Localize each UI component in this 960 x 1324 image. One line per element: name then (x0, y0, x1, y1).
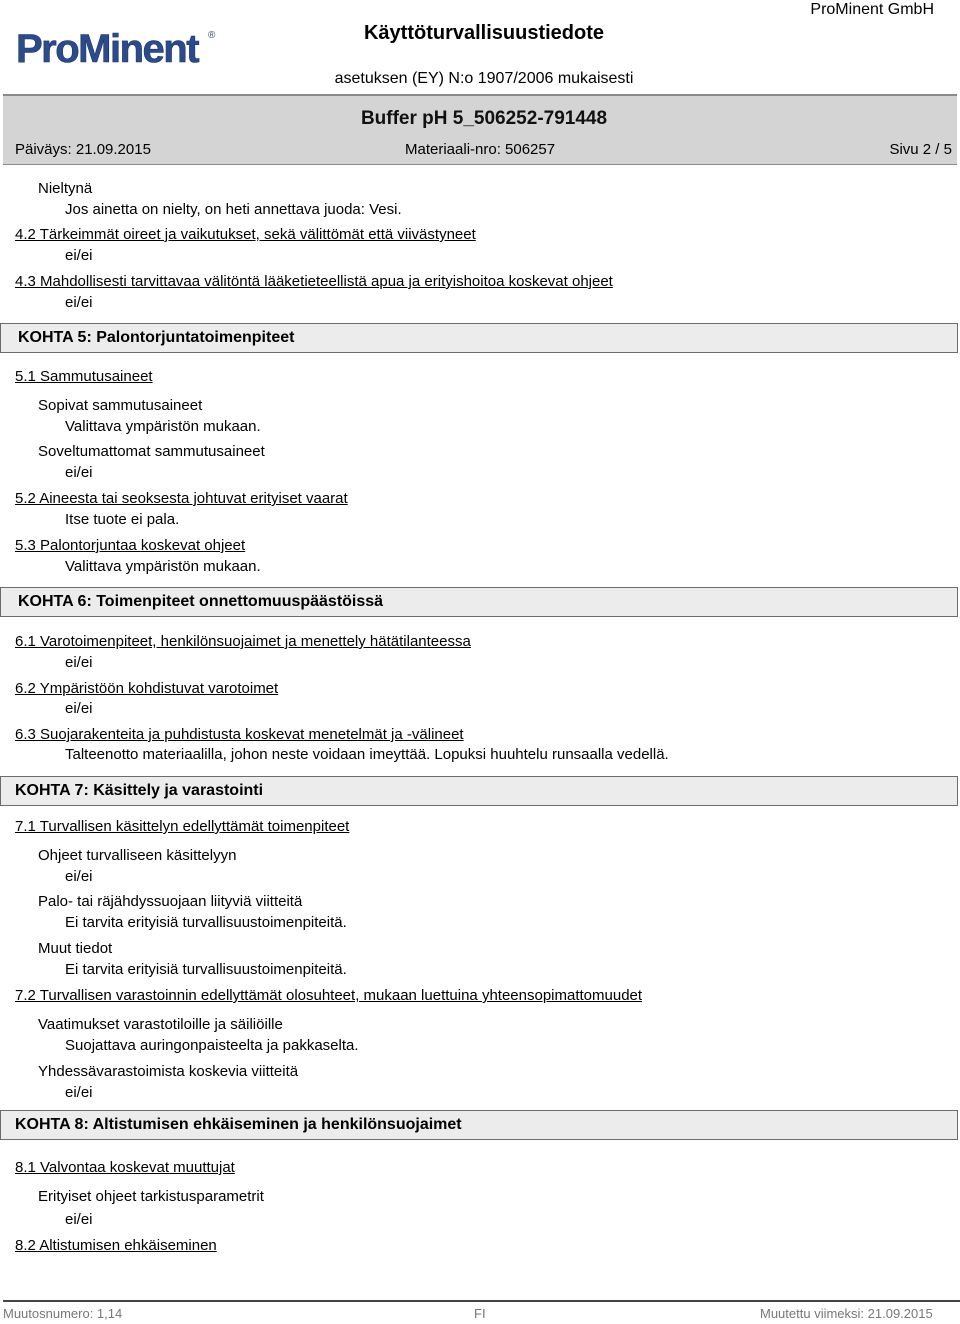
subsection-5-3-text: Valittava ympäristön mukaan. (65, 558, 261, 575)
subsection-6-2-heading: 6.2 Ympäristöön kohdistuvat varotoimet (15, 680, 279, 697)
svg-text:®: ® (208, 30, 216, 41)
subsection-5-1-sub1: Sopivat sammutusaineet (38, 397, 203, 414)
subsection-7-2-sub2-text: ei/ei (65, 1084, 93, 1101)
subsection-7-2-heading: 7.2 Turvallisen varastoinnin edellyttämät olosuhteet, mukaan luettuina yhteensopimattomuudet (15, 987, 643, 1004)
material-number: Materiaali-nro: 506257 (405, 141, 556, 158)
nieltyna-text: Jos ainetta on nielty, on heti annettava juoda: Vesi. (65, 201, 402, 218)
regulation-line: asetuksen (EY) N:o 1907/2006 mukaisesti (334, 70, 634, 87)
subsection-5-1-heading: 5.1 Sammutusaineet (15, 368, 153, 385)
subsection-8-1-sub1: Erityiset ohjeet tarkistusparametrit (38, 1188, 264, 1205)
subsection-6-1-heading: 6.1 Varotoimenpiteet, henkilönsuojaimet ja menettely hätätilanteessa (15, 633, 471, 650)
subsection-4-2-heading: 4.2 Tärkeimmät oireet ja vaikutukset, sekä välittömät että viivästyneet (15, 226, 476, 243)
subsection-5-2-text: Itse tuote ei pala. (65, 511, 180, 528)
section-8-title: KOHTA 8: Altistumisen ehkäiseminen ja henkilönsuojaimet (15, 1116, 462, 1133)
subsection-7-1-sub2-text: Ei tarvita erityisiä turvallisuustoimenpiteitä. (65, 914, 347, 931)
document-date: Päiväys: 21.09.2015 (15, 141, 151, 158)
subsection-7-1-sub1: Ohjeet turvalliseen käsittelyyn (38, 847, 237, 864)
svg-text:ProMinent: ProMinent (16, 27, 199, 71)
section-6-title: KOHTA 6: Toimenpiteet onnettomuuspäästöissä (18, 593, 384, 610)
subsection-6-3-text: Talteenotto materiaalilla, johon neste voidaan imeyttää. Lopuksi huuhtelu runsaalla vedellä. (65, 746, 669, 763)
subsection-7-1-sub3-text: Ei tarvita erityisiä turvallisuustoimenpiteitä. (65, 961, 347, 978)
subsection-5-2-heading: 5.2 Aineesta tai seoksesta johtuvat erityiset vaarat (15, 490, 348, 507)
nieltyna-heading: Nieltynä (38, 180, 93, 197)
subsection-4-2-text: ei/ei (65, 247, 93, 264)
subsection-6-1-text: ei/ei (65, 654, 93, 671)
subsection-4-3-heading: 4.3 Mahdollisesti tarvittavaa välitöntä lääketieteellistä apua ja erityishoitoa koskevat ohjeet (15, 273, 613, 290)
language-code: FI (474, 1306, 486, 1321)
subsection-6-2-text: ei/ei (65, 700, 93, 717)
footer-divider (3, 1300, 960, 1302)
last-modified: Muutettu viimeksi: 21.09.2015 (760, 1306, 933, 1321)
subsection-8-1-sub1-text: ei/ei (65, 1211, 93, 1228)
subsection-7-2-sub1: Vaatimukset varastotiloille ja säiliöille (38, 1016, 283, 1033)
subsection-4-3-text: ei/ei (65, 294, 93, 311)
subsection-5-1-sub1-text: Valittava ympäristön mukaan. (65, 418, 261, 435)
revision-number: Muutosnumero: 1,14 (3, 1306, 123, 1321)
subsection-5-1-sub2-text: ei/ei (65, 464, 93, 481)
subsection-7-1-sub3: Muut tiedot (38, 940, 113, 957)
subsection-7-1-sub1-text: ei/ei (65, 868, 93, 885)
product-name: Buffer pH 5_506252-791448 (360, 108, 608, 129)
subsection-7-2-sub2: Yhdessävarastoimista koskevia viitteitä (38, 1063, 299, 1080)
document-title: Käyttöturvallisuustiedote (363, 22, 605, 44)
subsection-8-1-heading: 8.1 Valvontaa koskevat muuttujat (15, 1159, 235, 1176)
page-number: Sivu 2 / 5 (889, 141, 952, 158)
section-5-title: KOHTA 5: Palontorjuntatoimenpiteet (18, 329, 295, 346)
subsection-7-1-sub2: Palo- tai räjähdyssuojaan liityviä viitteitä (38, 893, 303, 910)
section-7-title: KOHTA 7: Käsittely ja varastointi (15, 782, 264, 799)
subsection-5-3-heading: 5.3 Palontorjuntaa koskevat ohjeet (15, 537, 246, 554)
subsection-6-3-heading: 6.3 Suojarakenteita ja puhdistusta koskevat menetelmät ja -välineet (15, 726, 464, 743)
subsection-7-1-heading: 7.1 Turvallisen käsittelyn edellyttämät toimenpiteet (15, 818, 350, 835)
subsection-8-2-heading: 8.2 Altistumisen ehkäiseminen (15, 1237, 217, 1254)
subsection-7-2-sub1-text: Suojattava auringonpaisteelta ja pakkaselta. (65, 1037, 359, 1054)
company-name: ProMinent GmbH (810, 1, 934, 18)
subsection-5-1-sub2: Soveltumattomat sammutusaineet (38, 443, 265, 460)
